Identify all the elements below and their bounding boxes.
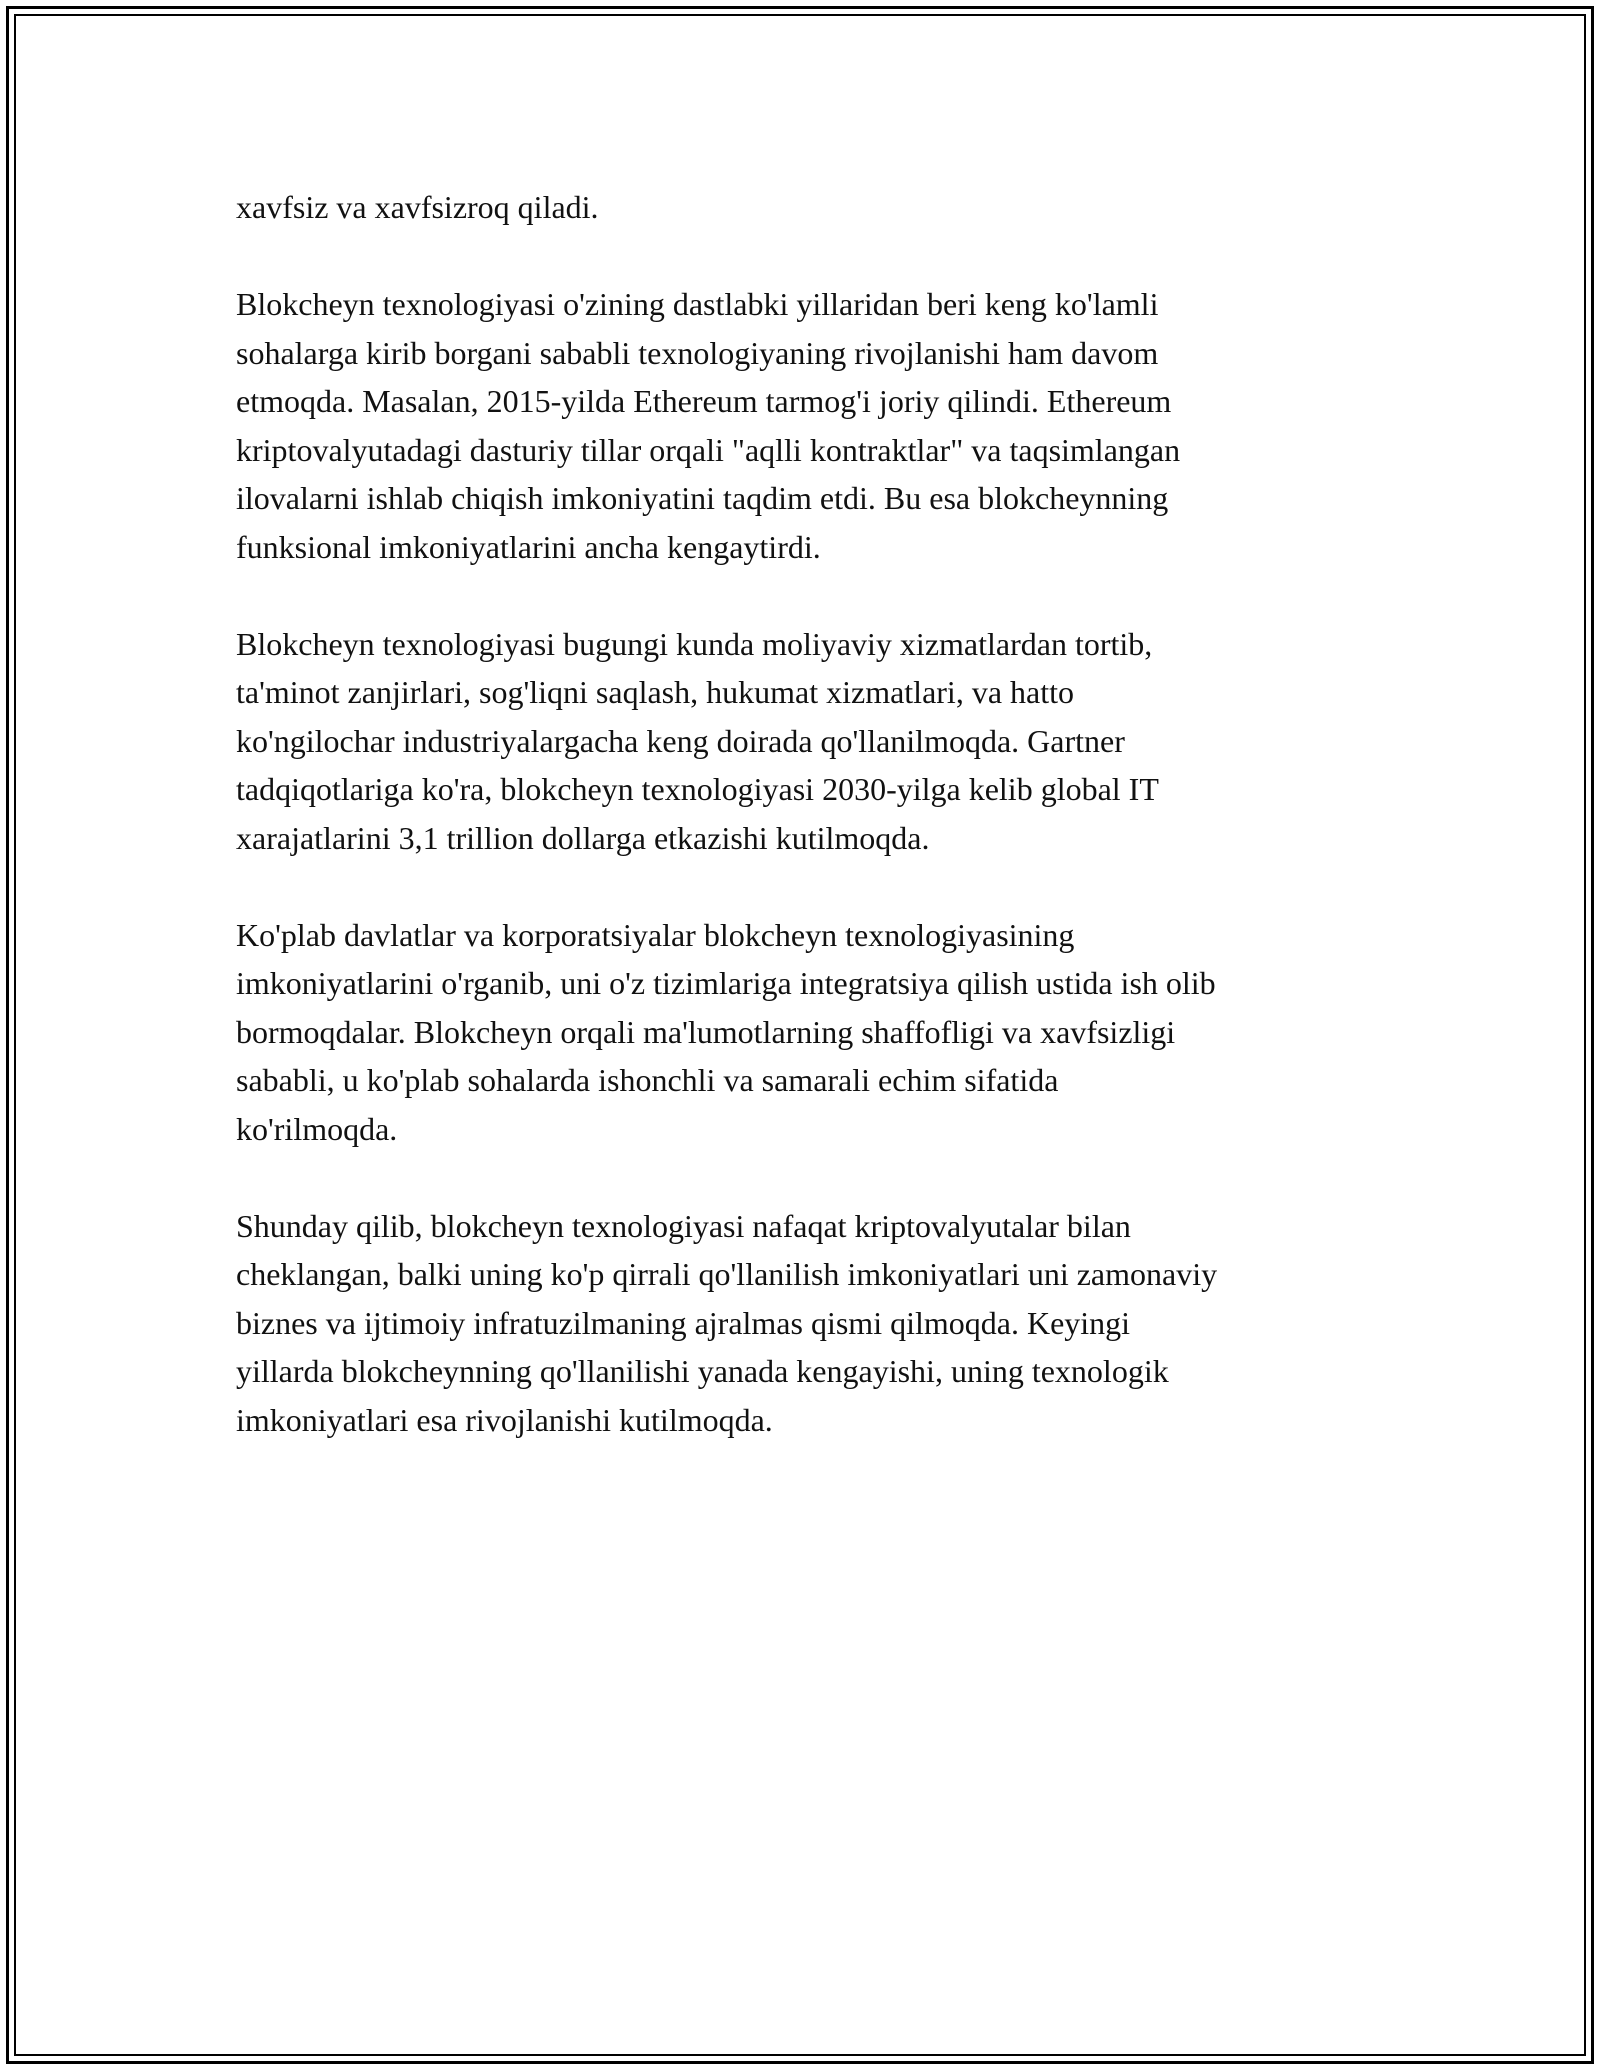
paragraph-3: Blokcheyn texnologiyasi bugungi kunda moliyaviy xizmatlardan tortib, ta'minot zanjirlari, sog'liqni saqlash, hukumat xizmatlari, va hatto ko'ngilochar industriyalargacha keng doirada qo'llanilmoqda. Gartner tadqiqotlariga ko'ra, blokcheyn texnologiyasi 2030-yilga kelib global IT xarajatlarini 3,1 trillion dollarga etkazishi kutilmoqda. [236, 625, 1159, 856]
document-body [236, 183, 1386, 1493]
paragraph-1: xavfsiz va xavfsizroq qiladi. [236, 189, 599, 225]
paragraph-2: Blokcheyn texnologiyasi o'zining dastlabki yillaridan beri keng ko'lamli sohalarga kirib borgani sababli texnologiyaning rivojlanishi ham davom etmoqda. Masalan, 2015-yilda Ethereum tarmog'i joriy qilindi. Ethereum kriptovalyutadagi dasturiy tillar orqali "aqlli kontraktlar" va taqsimlangan ilovalarni ishlab chiqish imkoniyatini taqdim etdi. Bu esa blokcheynning funksional imkoniyatlarini ancha kengaytirdi. [236, 286, 1181, 565]
paragraph-4: Ko'plab davlatlar va korporatsiyalar blokcheyn texnologiyasining imkoniyatlarini o'rganib, uni o'z tizimlariga integratsiya qilish ustida ish olib bormoqdalar. Blokcheyn orqali ma'lumotlarning shaffofligi va xavfsizligi sababli, u ko'plab sohalarda ishonchli va samarali echim sifatida ko'rilmoqda. [236, 916, 1216, 1147]
paragraph-5: Shunday qilib, blokcheyn texnologiyasi nafaqat kriptovalyutalar bilan cheklangan, balki uning ko'p qirrali qo'llanilish imkoniyatlari uni zamonaviy biznes va ijtimoiy infratuzilmaning ajralmas qismi qilmoqda. Keyingi yillarda blokcheynning qo'llanilishi yanada kengayishi, uning texnologik imkoniyatlari esa rivojlanishi kutilmoqda. [236, 1207, 1218, 1438]
